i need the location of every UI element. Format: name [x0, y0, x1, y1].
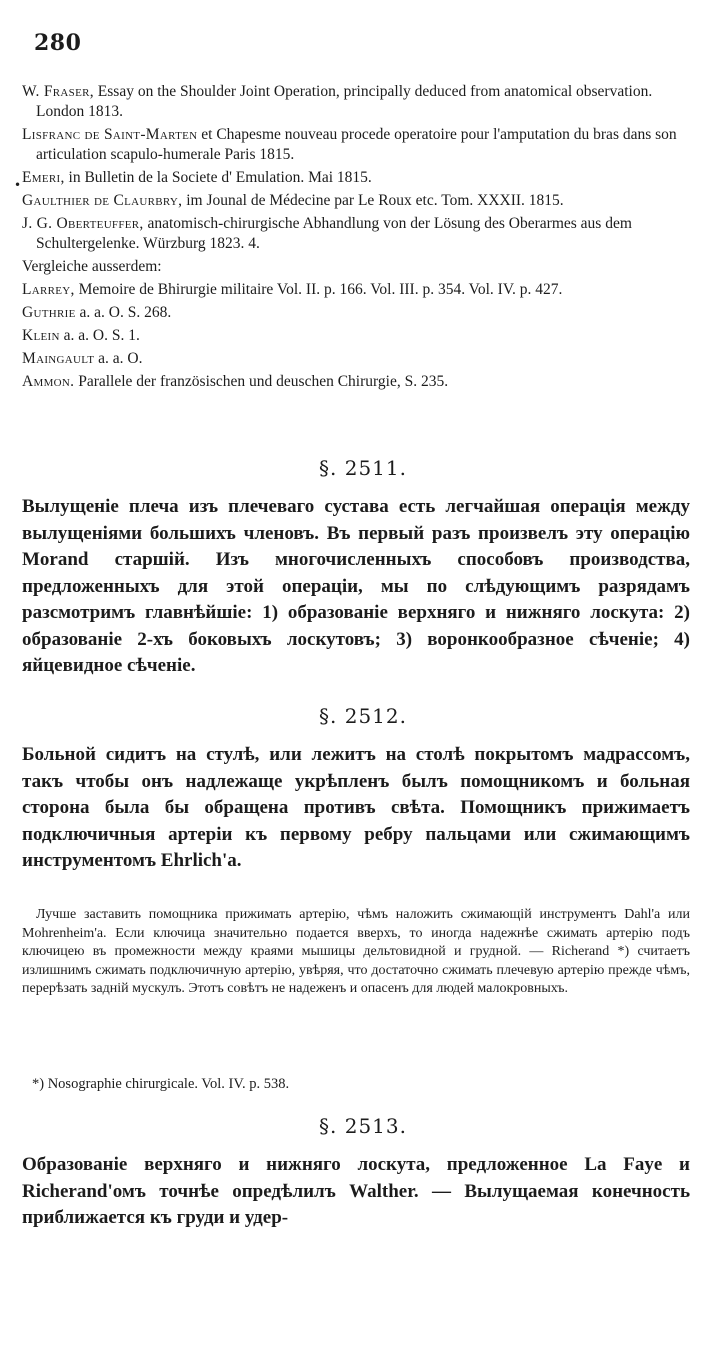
reference-text: im Jounal de Médecine par Le Roux etc. Tom. XXXII. 1815.: [182, 192, 564, 209]
section-body: Больной сидитъ на стулѣ, или лежитъ на столѣ покрытомъ мадрассомъ, такъ чтобы онъ надлежаще укрѣпленъ былъ помощникомъ и больная сторона была бы обращена противъ свѣта. Помощникъ прижимаетъ подключичныя артеріи къ первому ребру пальцами или сжимающимъ инструментомъ Ehrlich'a.: [22, 744, 690, 871]
reference-author: Gaulthier de Claurbry,: [22, 192, 183, 209]
reference-text: a. a. O. S. 268.: [75, 304, 172, 321]
section-body: Образованіе верхняго и нижняго лоскута, предложенное La Faye и Richerand'омъ точнѣе опредѣлилъ Walther. — Вылущаемая конечность приближается къ груди и удер-: [22, 1154, 690, 1228]
reference-text: Memoire de Bhirurgie militaire Vol. II. p. 166. Vol. III. p. 354. Vol. IV. p. 427.: [74, 281, 563, 298]
reference-item: [22, 280, 692, 300]
section-note: [22, 906, 690, 999]
reference-author: Larrey,: [22, 281, 75, 298]
reference-item: [22, 257, 692, 277]
reference-author: W. Fraser,: [22, 83, 94, 100]
reference-text: et Chapesme nouveau procede operatoire pour l'amputation du bras dans son articulation scapulo-humerale Paris 1815.: [36, 126, 677, 163]
reference-text: anatomisch-chirurgische Abhandlung von der Lösung des Oberarmes aus dem Schultergelenke. Würzburg 1823. 4.: [36, 215, 632, 252]
reference-text: Parallele der französischen und deuschen Chirurgie, S. 235.: [74, 373, 449, 390]
reference-author: Emeri,: [22, 169, 65, 186]
reference-text: Vergleiche ausserdem:: [22, 258, 162, 275]
section-heading: §. 2513.: [319, 1114, 407, 1138]
reference-author: Ammon.: [22, 373, 75, 390]
section-heading: §. 2512.: [319, 704, 407, 728]
reference-text: in Bulletin de la Societe d' Emulation. Mai 1815.: [64, 169, 372, 186]
reference-text: a. a. O. S. 1.: [59, 327, 140, 344]
reference-item: [22, 326, 692, 346]
reference-text: Essay on the Shoulder Joint Operation, principally deduced from anatomical observation. London 1813.: [36, 83, 653, 120]
reference-author: Klein: [22, 327, 60, 344]
reference-item: [22, 303, 692, 323]
reference-item: [22, 191, 692, 211]
section-heading: §. 2511.: [319, 456, 407, 480]
reference-item: [22, 168, 692, 188]
reference-author: J. G. Oberteuffer,: [22, 215, 144, 232]
reference-item: [22, 82, 692, 122]
reference-item: [22, 372, 692, 392]
reference-text: a. a. O.: [94, 350, 143, 367]
reference-author: Maingault: [22, 350, 95, 367]
reference-author: Guthrie: [22, 304, 76, 321]
page-number: 280: [34, 30, 82, 56]
reference-list: [22, 82, 692, 395]
note-text: Лучше заставить помощника прижимать артерію, чѣмъ наложить сжимающій инструментъ Dahl'a или Mohrenheim'a. Если ключица значительно подается вверхъ, то иногда надежнѣе сжимать артерію подъ ключицею въ промежности между краями мышицы дельтовидной и грудной. — Richerand *) считаетъ излишнимъ сжимать подключичную артерію, увѣряя, что достаточно сжимать плечевую артерію прежде чѣмъ, перерѣзать задній мускулъ. Этотъ совѣтъ не надеженъ и опасенъ для людей малокровныхъ.: [22, 907, 690, 996]
reference-item: [22, 349, 692, 369]
reference-item: [22, 214, 692, 254]
ink-mark: •: [14, 178, 22, 192]
section-body: Вылущеніе плеча изъ плечеваго сустава есть легчайшая операція между вылущеніями большихъ членовъ. Въ первый разъ произвелъ эту операцію Morand старшій. Изъ многочисленныхъ способовъ производства, предложенныхъ для этой операціи, мы по слѣдующимъ разрядамъ разсмотримъ главнѣйшіе: 1) образованіе верхняго и нижняго лоскута: 2) образованіе 2-хъ боковыхъ лоскутовъ; 3) воронкообразное сѣченіе; 4) яйцевидное сѣченіе.: [22, 496, 690, 676]
reference-item: [22, 125, 692, 165]
footnote: *) Nosographie chirurgicale. Vol. IV. p. 538.: [32, 1076, 290, 1092]
reference-author: Lisfranc de Saint-Marten: [22, 126, 198, 143]
